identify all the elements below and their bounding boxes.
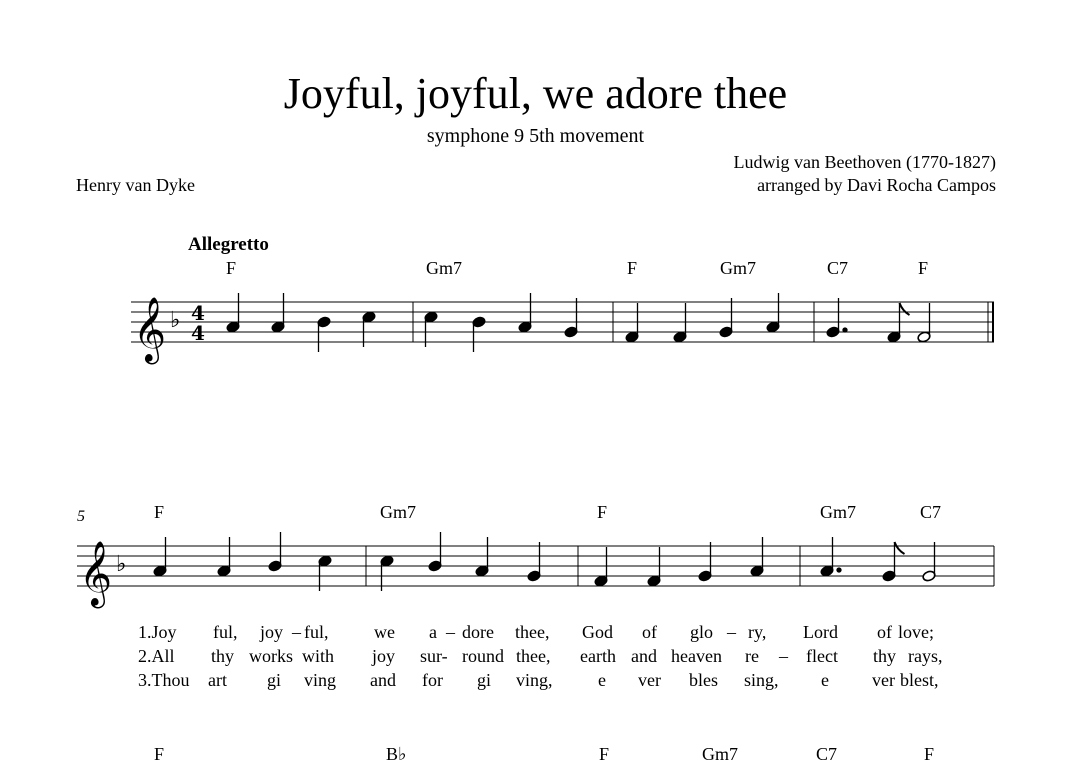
lyric-syllable: blest,: [900, 670, 939, 690]
treble-clef-icon: 𝄞: [133, 297, 167, 362]
lyric-syllable: 2.All: [138, 646, 175, 666]
flat-key-signature-icon: ♭: [116, 552, 127, 577]
lyric-syllable: ful,: [213, 622, 238, 642]
lyric-hyphen: –: [727, 622, 736, 642]
lyric-syllable: ver: [638, 670, 661, 690]
lyric-syllable: of: [642, 622, 657, 642]
lyric-syllable: thee,: [516, 646, 551, 666]
chord-symbol: F: [226, 258, 237, 278]
chord-symbol: C7: [920, 502, 942, 522]
lyric-syllable: bles: [689, 670, 718, 690]
time-signature-top: 4: [191, 301, 205, 325]
lyric-syllable: and: [370, 670, 396, 690]
lyric-syllable: a: [429, 622, 437, 642]
time-signature-bottom: 4: [191, 321, 205, 345]
chord-symbol: F: [924, 744, 935, 764]
flat-key-signature-icon: ♭: [170, 308, 181, 333]
lyric-syllable: e: [598, 670, 606, 690]
lyric-syllable: art: [208, 670, 227, 690]
lyric-syllable: love;: [898, 622, 934, 642]
lyric-syllable: rays,: [908, 646, 943, 666]
lyric-syllable: works: [249, 646, 293, 666]
lyric-syllable: we: [374, 622, 395, 642]
lyric-syllable: for: [422, 670, 443, 690]
lyric-syllable: sur-: [420, 646, 448, 666]
chord-symbol: C7: [827, 258, 849, 278]
song-title: Joyful, joyful, we adore thee: [283, 69, 788, 118]
chord-symbol: Gm7: [380, 502, 416, 522]
tempo-marking: Allegretto: [188, 234, 269, 255]
chord-symbol: F: [627, 258, 638, 278]
lyric-syllable: ver: [872, 670, 895, 690]
lyric-syllable: re: [745, 646, 759, 666]
lyric-hyphen: –: [446, 622, 455, 642]
arranger-credit: arranged by Davi Rocha Campos: [757, 175, 996, 195]
lyric-syllable: e: [821, 670, 829, 690]
lyric-syllable: Lord: [803, 622, 838, 642]
lyric-syllable: 3.Thou: [138, 670, 190, 690]
treble-clef-icon: 𝄞: [79, 541, 113, 606]
lyric-syllable: sing,: [744, 670, 779, 690]
lyric-syllable: joy: [372, 646, 396, 666]
lyric-syllable: earth: [580, 646, 616, 666]
measure-number: 5: [77, 508, 85, 525]
lyric-syllable: ful,: [304, 622, 329, 642]
lyric-syllable: joy: [260, 622, 284, 642]
composer-credit: Ludwig van Beethoven (1770-1827): [733, 152, 996, 172]
lyric-syllable: gi: [477, 670, 492, 690]
poet-credit: Henry van Dyke: [76, 175, 195, 195]
staff-system-1: [131, 302, 994, 342]
chord-symbol: F: [599, 744, 610, 764]
lyric-syllable: with: [302, 646, 335, 666]
lyric-syllable: heaven: [671, 646, 722, 666]
chord-symbol: Gm7: [702, 744, 738, 764]
chord-symbol: F: [918, 258, 929, 278]
lyric-syllable: ving,: [516, 670, 553, 690]
chord-symbol: Gm7: [720, 258, 756, 278]
chord-symbol: F: [597, 502, 608, 522]
chord-symbol: Gm7: [426, 258, 462, 278]
lyric-syllable: and: [631, 646, 657, 666]
lyric-syllable: flect: [806, 646, 838, 666]
lyric-hyphen: –: [779, 646, 788, 666]
lyric-syllable: thee,: [515, 622, 550, 642]
lyric-syllable: dore: [462, 622, 494, 642]
lyric-syllable: ving: [304, 670, 337, 690]
lyric-syllable: thy: [873, 646, 897, 666]
lyric-syllable: 1.Joy: [138, 622, 177, 642]
chord-symbol: C7: [816, 744, 838, 764]
chord-symbol: B♭: [386, 744, 407, 764]
lyric-syllable: round: [462, 646, 504, 666]
lyric-syllable: glo: [690, 622, 714, 642]
lyric-hyphen: –: [292, 622, 301, 642]
lyric-syllable: thy: [211, 646, 235, 666]
chord-symbol: Gm7: [820, 502, 856, 522]
lyric-syllable: God: [582, 622, 613, 642]
song-subtitle: symphone 9 5th movement: [426, 125, 645, 147]
lyric-syllable: of: [877, 622, 892, 642]
lyric-syllable: ry,: [748, 622, 767, 642]
lyric-syllable: gi: [267, 670, 282, 690]
chord-symbol: F: [154, 744, 165, 764]
chord-symbol: F: [154, 502, 165, 522]
notes-system-2: [153, 532, 936, 591]
